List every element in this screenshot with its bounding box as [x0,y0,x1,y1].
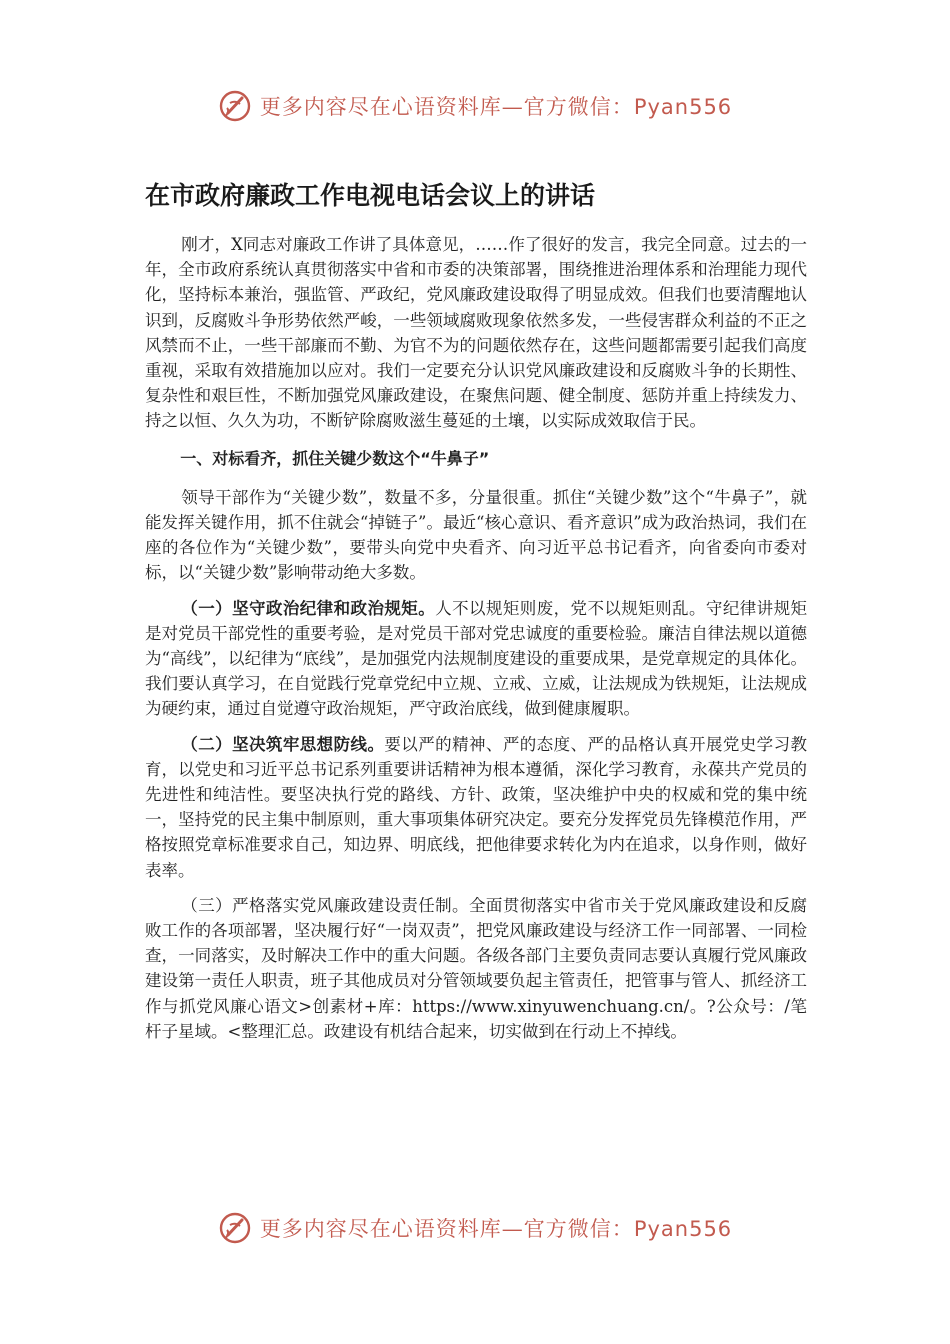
paragraph-ideology [145,732,807,883]
paragraph-discipline-lead: （一）坚守政治纪律和政治规矩。 [181,598,436,618]
wechat-handle: Pyan556 [633,1217,733,1241]
paragraph-ideology-lead: （二）坚决筑牢思想防线。 [181,734,385,754]
paragraph-discipline-text: 人不以规矩则废，党不以规矩则乱。守纪律讲规矩是对党员干部党性的重要考验，是对党员干部对党忠诚度的重要检验。廉洁自律法规以道德为“高线”，以纪律为“底线”，是加强党内法规制度建设的重要成果，是党章规定的具体化。我们要认真学习，在自觉践行党章党纪中立规、立戒、立威，让法规成为铁规矩，让法规成为硬约束，通过自觉遵守政治规矩，严守政治底线，做到健康履职。 [145,598,808,719]
banner-text: 更多内容尽在心语资料库—官方微信：Pyan556 [259,95,733,119]
paragraph-intro: 刚才，X同志对廉政工作讲了具体意见，……作了很好的发言，我完全同意。过去的一年，全市政府系统认真贯彻落实中省和市委的决策部署，围绕推进治理体系和治理能力现代化，坚持标本兼治，强监管、严政纪，党风廉政建设取得了明显成效。但我们也要清醒地认识到，反腐败斗争形势依然严峻，一些领域腐败现象依然多发，一些侵害群众利益的不正之风禁而不止，一些干部廉而不勤、为官不为的问题依然存在，这些问题都需要引起我们高度重视，采取有效措施加以应对。我们一定要充分认识党风廉政建设和反腐败斗争的长期性、复杂性和艰巨性，不断加强党风廉政建设，在聚焦问题、健全制度、惩防并重上持续发力、持之以恒、久久为功，不断铲除腐败滋生蔓延的土壤，以实际成效取信于民。 [145,235,807,431]
header-watermark-banner [0,86,950,126]
paragraph-discipline [145,596,807,722]
paragraph-key-minority: 领导干部作为“关键少数”，数量不多，分量很重。抓住“关键少数”这个“牛鼻子”，就能发挥关键作用，抓不住就会“掉链子”。最近“核心意识、看齐意识”成为政治热词，我们在座的各位作为“关键少数”，要带头向党中央看齐、向习近平总书记看齐，向省委向市委对标，以“关键少数”影响带动绝大多数。 [145,487,807,583]
brand-logo-icon [218,1211,252,1245]
footer-watermark-banner [0,1208,950,1248]
paragraph-ideology-text: 要以严的精神、严的态度、严的品格认真开展党史学习教育，以党史和习近平总书记系列重要讲话精神为根本遵循，深化学习教育，永葆共产党员的先进性和纯洁性。要坚决执行党的路线、方针、政策，坚决维护中央的权威和党的集中统一，坚持党的民主集中制原则，重大事项集体研究决定。要充分发挥党员先锋模范作用，严格按照党章标准要求自己，知边界、明底线，把他律要求转化为内在追求，以身作则，做好表率。 [145,734,808,880]
document-body [145,232,807,1054]
banner-text: 更多内容尽在心语资料库—官方微信：Pyan556 [259,1217,733,1241]
document-title: 在市政府廉政工作电视电话会议上的讲话 [145,181,596,210]
section-heading-1: 一、对标看齐，抓住关键少数这个“牛鼻子” [180,448,490,468]
brand-logo-icon [218,89,252,123]
paragraph-responsibility: （三）严格落实党风廉政建设责任制。全面贯彻落实中省市关于党风廉政建设和反腐败工作的各项部署，坚决履行好“一岗双责”，把党风廉政建设与经济工作一同部署、一同检查，一同落实，及时解决工作中的重大问题。各级各部门主要负责同志要认真履行党风廉政建设第一责任人职责，班子其他成员对分管领域要负起主管责任，把管事与管人、抓经济工作与抓党风廉心语文>创素材+库：https://www.xinyuwenchuang.cn/。?公众号：/笔杆子星域。<整理汇总。政建设有机结合起来，切实做到在行动上不掉线。 [145,895,807,1041]
wechat-handle: Pyan556 [633,95,733,119]
